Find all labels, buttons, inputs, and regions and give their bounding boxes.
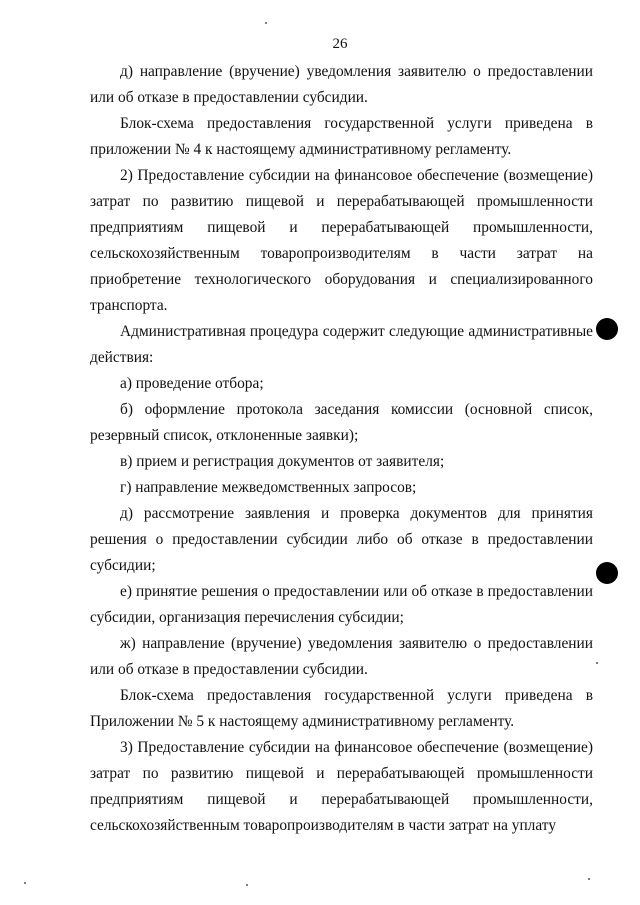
punch-hole-top	[596, 318, 618, 340]
scan-speck	[588, 878, 590, 880]
scan-speck	[596, 662, 598, 664]
list-item-d: д) рассмотрение заявления и проверка документов для принятия решения о предоставлении субсидии либо об отказе в предоставлении субсидии;	[90, 505, 593, 574]
list-item-a: а) проведение отбора;	[120, 375, 264, 392]
list-item-zh: ж) направление (вручение) уведомления заявителю о предоставлении или об отказе в предоставлении субсидии.	[90, 635, 593, 678]
scan-speck	[265, 22, 267, 24]
paragraph-section-3: 3) Предоставление субсидии на финансовое обеспечение (возмещение) затрат по развитию пищевой и перерабатывающей промышленности предприятиям пищевой и перерабатывающей промышленности, сельскохозяйственным товаропроизводителям в части затрат на уплату	[90, 739, 593, 834]
page-number: 26	[332, 36, 348, 52]
scan-speck	[24, 882, 26, 884]
paragraph-flowchart-ref-5: Блок-схема предоставления государственной услуги приведена в Приложении № 5 к настоящему административному регламенту.	[90, 687, 593, 730]
paragraph-section-2: 2) Предоставление субсидии на финансовое обеспечение (возмещение) затрат по развитию пищевой и перерабатывающей промышленности предприятиям пищевой и перерабатывающей промышленности, сельскохозяйственным товаропроизводителям в части затрат на приобретение технологического оборудования и специализированного транспорта.	[90, 167, 593, 314]
list-item-g: г) направление межведомственных запросов;	[120, 479, 417, 496]
paragraph-procedure-intro: Административная процедура содержит следующие административные действия:	[90, 323, 593, 366]
list-item-e: е) принятие решения о предоставлении или об отказе в предоставлении субсидии, организация перечисления субсидии;	[90, 583, 593, 626]
document-body	[90, 59, 593, 839]
paragraph-item-d: д) направление (вручение) уведомления заявителю о предоставлении или об отказе в предоставлении субсидии.	[90, 63, 593, 106]
list-item-b: б) оформление протокола заседания комиссии (основной список, резервный список, отклоненные заявки);	[90, 401, 593, 444]
paragraph-flowchart-ref-4: Блок-схема предоставления государственной услуги приведена в приложении № 4 к настоящему административному регламенту.	[90, 115, 593, 158]
punch-hole-bottom	[596, 562, 618, 584]
list-item-v: в) прием и регистрация документов от заявителя;	[120, 453, 445, 470]
scan-speck	[246, 884, 248, 886]
